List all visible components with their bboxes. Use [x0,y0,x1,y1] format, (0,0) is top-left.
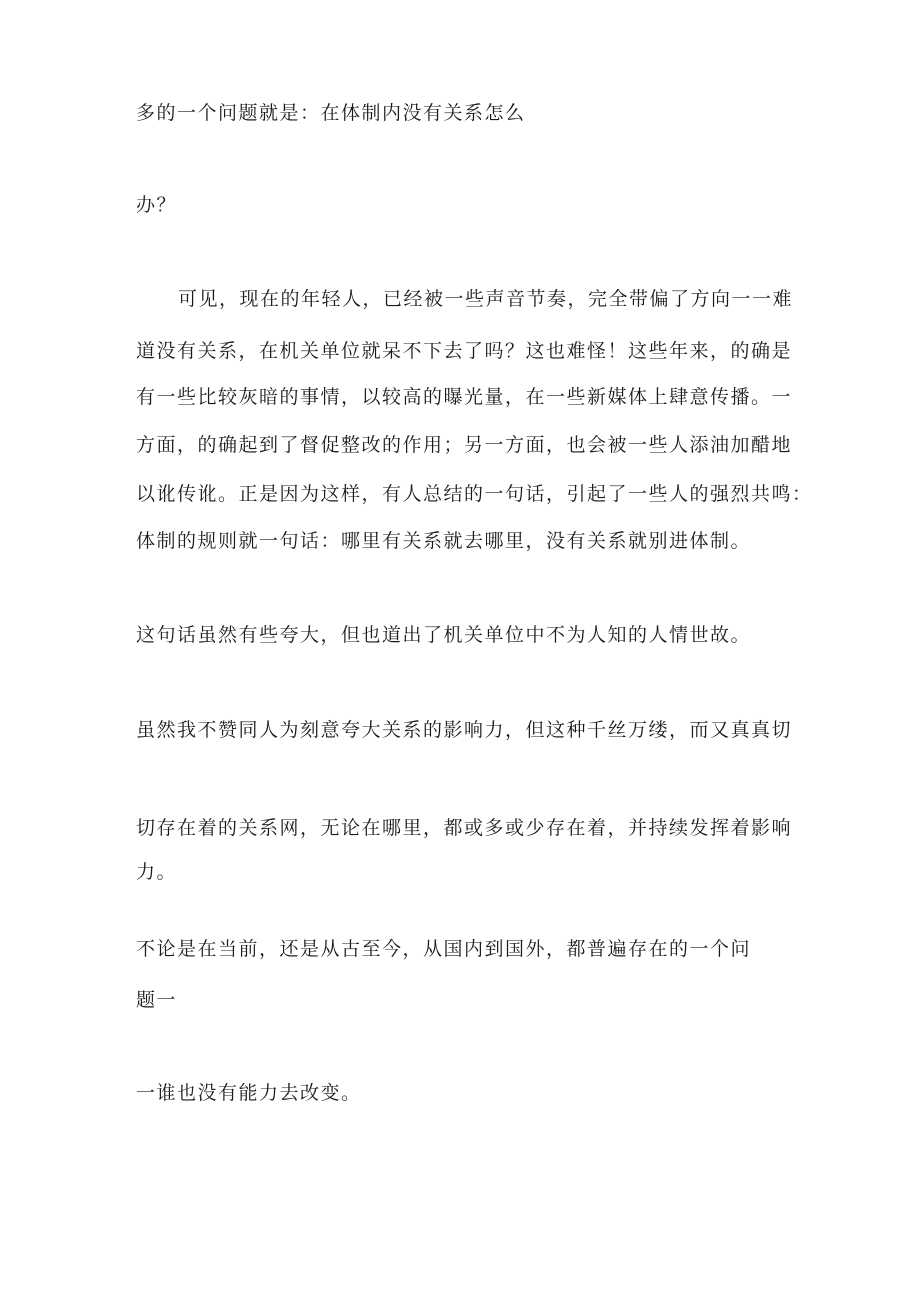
text-line-4: 道没有关系，在机关单位就呆不下去了吗？这也难怪！这些年来，的确是 [136,340,793,362]
text-line-15: 一谁也没有能力去改变。 [136,1082,362,1104]
text-line-1: 多的一个问题就是：在体制内没有关系怎么 [136,102,526,124]
text-line-10: 虽然我不赞同人为刻意夸大关系的影响力，但这种千丝万缕，而又真真切 [136,719,793,741]
text-line-13: 不论是在当前，还是从古至今，从国内到国外，都普遍存在的一个问 [136,938,752,960]
text-line-3: 可见，现在的年轻人，已经被一些声音节奏，完全带偏了方向一一难 [178,288,794,310]
text-line-12: 力。 [136,861,178,883]
text-line-8: 体制的规则就一句话：哪里有关系就去哪里，没有关系就别进体制。 [136,530,752,552]
text-line-11: 切存在着的关系网，无论在哪里，都或多或少存在着，并持续发挥着影响 [136,817,793,839]
text-line-14: 题一 [136,989,178,1011]
text-line-6: 方面，的确起到了督促整改的作用；另一方面，也会被一些人添油加醋地 [136,434,793,456]
text-line-7: 以讹传讹。正是因为这样，有人总结的一句话，引起了一些人的强烈共鸣： [136,483,813,505]
text-line-5: 有一些比较灰暗的事情，以较高的曝光量，在一些新媒体上肆意传播。一 [136,386,793,408]
text-line-2: 办？ [136,194,178,216]
text-line-9: 这句话虽然有些夸大，但也道出了机关单位中不为人知的人情世故。 [136,624,752,646]
